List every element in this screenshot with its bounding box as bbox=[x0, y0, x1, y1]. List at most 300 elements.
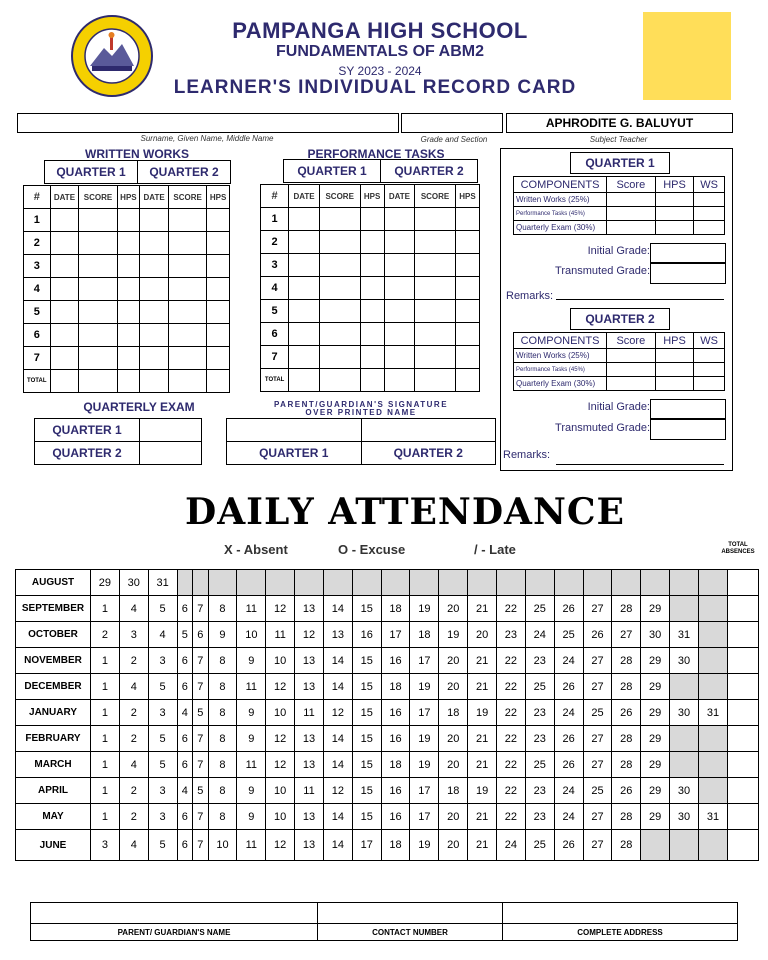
ww-cell[interactable] bbox=[50, 232, 79, 255]
attendance-day[interactable]: 4 bbox=[119, 752, 148, 778]
ww-cell[interactable] bbox=[50, 347, 79, 370]
attendance-day[interactable]: 29 bbox=[641, 596, 670, 622]
attendance-day[interactable]: 20 bbox=[468, 622, 497, 648]
pt-cell[interactable] bbox=[360, 346, 384, 369]
ww-cell[interactable] bbox=[79, 209, 117, 232]
attendance-day[interactable]: 16 bbox=[381, 804, 410, 830]
pt-cell[interactable] bbox=[384, 300, 415, 323]
pt-cell[interactable] bbox=[455, 323, 479, 346]
total-absences-cell[interactable] bbox=[728, 648, 759, 674]
attendance-day[interactable]: 20 bbox=[439, 648, 468, 674]
g2-remarks-line[interactable] bbox=[556, 464, 724, 465]
total-absences-cell[interactable] bbox=[728, 830, 759, 861]
ww-cell[interactable] bbox=[207, 301, 230, 324]
attendance-day[interactable]: 12 bbox=[266, 596, 295, 622]
attendance-day[interactable]: 31 bbox=[698, 804, 727, 830]
attendance-day[interactable]: 22 bbox=[497, 674, 526, 700]
pt-cell[interactable] bbox=[455, 369, 479, 392]
attendance-day[interactable]: 27 bbox=[612, 622, 641, 648]
address-field[interactable] bbox=[503, 903, 738, 924]
attendance-day[interactable]: 17 bbox=[410, 778, 439, 804]
attendance-day[interactable]: 8 bbox=[208, 778, 237, 804]
attendance-day[interactable]: 13 bbox=[295, 830, 324, 861]
attendance-day[interactable]: 6 bbox=[193, 622, 209, 648]
pt-cell[interactable] bbox=[384, 231, 415, 254]
attendance-day[interactable]: 5 bbox=[148, 596, 177, 622]
attendance-day[interactable]: 13 bbox=[295, 804, 324, 830]
attendance-day[interactable]: 30 bbox=[670, 804, 699, 830]
attendance-day[interactable]: 28 bbox=[612, 830, 641, 861]
attendance-day[interactable]: 18 bbox=[381, 752, 410, 778]
pt-cell[interactable] bbox=[289, 277, 320, 300]
pt-cell[interactable] bbox=[319, 346, 360, 369]
pt-cell[interactable] bbox=[455, 300, 479, 323]
pt-cell[interactable] bbox=[415, 346, 456, 369]
ww-cell[interactable] bbox=[117, 232, 140, 255]
attendance-day[interactable]: 27 bbox=[583, 674, 612, 700]
pt-cell[interactable] bbox=[384, 254, 415, 277]
pt-cell[interactable] bbox=[360, 254, 384, 277]
attendance-day[interactable]: 22 bbox=[497, 804, 526, 830]
attendance-day[interactable]: 8 bbox=[208, 752, 237, 778]
attendance-day[interactable]: 2 bbox=[119, 726, 148, 752]
g2-qe-score[interactable] bbox=[607, 377, 656, 391]
attendance-day[interactable]: 9 bbox=[237, 700, 266, 726]
attendance-day[interactable]: 28 bbox=[612, 674, 641, 700]
attendance-day[interactable]: 1 bbox=[91, 804, 120, 830]
attendance-day[interactable]: 13 bbox=[295, 596, 324, 622]
attendance-day[interactable]: 15 bbox=[352, 596, 381, 622]
attendance-day[interactable]: 18 bbox=[439, 700, 468, 726]
pt-cell[interactable] bbox=[319, 369, 360, 392]
attendance-day[interactable]: 26 bbox=[612, 778, 641, 804]
attendance-day[interactable]: 12 bbox=[266, 726, 295, 752]
attendance-day[interactable]: 14 bbox=[323, 726, 352, 752]
attendance-day[interactable]: 25 bbox=[525, 674, 554, 700]
attendance-day[interactable]: 10 bbox=[266, 700, 295, 726]
ww-cell[interactable] bbox=[207, 255, 230, 278]
attendance-day[interactable]: 19 bbox=[410, 752, 439, 778]
guardian-name-field[interactable] bbox=[31, 903, 318, 924]
attendance-day[interactable]: 20 bbox=[439, 752, 468, 778]
attendance-day[interactable]: 26 bbox=[554, 752, 583, 778]
attendance-day[interactable]: 19 bbox=[410, 596, 439, 622]
pt-cell[interactable] bbox=[289, 323, 320, 346]
attendance-day[interactable]: 7 bbox=[193, 674, 209, 700]
attendance-day[interactable]: 23 bbox=[525, 804, 554, 830]
sig-q2-field[interactable] bbox=[361, 419, 496, 442]
attendance-day[interactable]: 11 bbox=[295, 700, 324, 726]
g2-pt-score[interactable] bbox=[607, 363, 656, 377]
total-absences-cell[interactable] bbox=[728, 596, 759, 622]
attendance-day[interactable]: 7 bbox=[193, 648, 209, 674]
attendance-day[interactable]: 21 bbox=[468, 648, 497, 674]
pt-cell[interactable] bbox=[360, 231, 384, 254]
pt-cell[interactable] bbox=[455, 254, 479, 277]
attendance-day[interactable]: 8 bbox=[208, 804, 237, 830]
attendance-day[interactable]: 2 bbox=[119, 700, 148, 726]
attendance-day[interactable]: 27 bbox=[583, 726, 612, 752]
total-absences-cell[interactable] bbox=[728, 570, 759, 596]
attendance-day[interactable]: 2 bbox=[91, 622, 120, 648]
attendance-day[interactable]: 23 bbox=[525, 648, 554, 674]
ww-cell[interactable] bbox=[79, 347, 117, 370]
ww-cell[interactable] bbox=[79, 278, 117, 301]
attendance-day[interactable]: 2 bbox=[119, 804, 148, 830]
attendance-day[interactable]: 23 bbox=[525, 778, 554, 804]
attendance-day[interactable]: 14 bbox=[323, 648, 352, 674]
attendance-day[interactable]: 30 bbox=[641, 622, 670, 648]
attendance-day[interactable]: 29 bbox=[641, 804, 670, 830]
total-absences-cell[interactable] bbox=[728, 622, 759, 648]
attendance-day[interactable]: 25 bbox=[554, 622, 583, 648]
attendance-day[interactable]: 14 bbox=[323, 674, 352, 700]
attendance-day[interactable]: 25 bbox=[525, 830, 554, 861]
attendance-day[interactable]: 11 bbox=[295, 778, 324, 804]
attendance-day[interactable]: 16 bbox=[381, 778, 410, 804]
attendance-day[interactable]: 6 bbox=[177, 726, 193, 752]
attendance-day[interactable]: 19 bbox=[410, 726, 439, 752]
ww-cell[interactable] bbox=[207, 347, 230, 370]
qe-q1-score[interactable] bbox=[140, 419, 202, 442]
attendance-day[interactable]: 9 bbox=[237, 648, 266, 674]
attendance-day[interactable]: 3 bbox=[119, 622, 148, 648]
g1-ww-ws[interactable] bbox=[694, 193, 725, 207]
attendance-day[interactable]: 4 bbox=[177, 700, 193, 726]
attendance-day[interactable]: 22 bbox=[497, 752, 526, 778]
ww-cell[interactable] bbox=[79, 301, 117, 324]
attendance-day[interactable]: 22 bbox=[497, 726, 526, 752]
attendance-day[interactable]: 5 bbox=[148, 674, 177, 700]
attendance-day[interactable]: 23 bbox=[497, 622, 526, 648]
attendance-day[interactable]: 6 bbox=[177, 804, 193, 830]
ww-cell[interactable] bbox=[169, 232, 207, 255]
attendance-day[interactable]: 9 bbox=[208, 622, 237, 648]
pt-cell[interactable] bbox=[319, 231, 360, 254]
pt-cell[interactable] bbox=[415, 277, 456, 300]
attendance-day[interactable]: 27 bbox=[583, 830, 612, 861]
pt-cell[interactable] bbox=[289, 231, 320, 254]
pt-cell[interactable] bbox=[384, 208, 415, 231]
attendance-day[interactable]: 5 bbox=[193, 700, 209, 726]
attendance-day[interactable]: 10 bbox=[266, 778, 295, 804]
ww-cell[interactable] bbox=[117, 324, 140, 347]
attendance-day[interactable]: 1 bbox=[91, 752, 120, 778]
ww-cell[interactable] bbox=[169, 301, 207, 324]
attendance-day[interactable]: 24 bbox=[554, 700, 583, 726]
pt-cell[interactable] bbox=[289, 300, 320, 323]
pt-cell[interactable] bbox=[384, 323, 415, 346]
attendance-day[interactable]: 15 bbox=[352, 726, 381, 752]
sig-q1-field[interactable] bbox=[227, 419, 362, 442]
attendance-day[interactable]: 27 bbox=[583, 596, 612, 622]
g2-ww-hps[interactable] bbox=[655, 349, 694, 363]
attendance-day[interactable]: 25 bbox=[583, 700, 612, 726]
pt-cell[interactable] bbox=[384, 369, 415, 392]
attendance-day[interactable]: 27 bbox=[583, 752, 612, 778]
total-absences-cell[interactable] bbox=[728, 674, 759, 700]
pt-cell[interactable] bbox=[415, 369, 456, 392]
attendance-day[interactable]: 3 bbox=[91, 830, 120, 861]
g1-initial-field[interactable] bbox=[650, 243, 726, 263]
ww-cell[interactable] bbox=[50, 301, 79, 324]
attendance-day[interactable]: 29 bbox=[641, 648, 670, 674]
attendance-day[interactable]: 15 bbox=[352, 752, 381, 778]
ww-cell[interactable] bbox=[207, 370, 230, 393]
total-absences-cell[interactable] bbox=[728, 804, 759, 830]
pt-cell[interactable] bbox=[319, 254, 360, 277]
g2-initial-field[interactable] bbox=[650, 399, 726, 419]
attendance-day[interactable]: 22 bbox=[497, 700, 526, 726]
pt-cell[interactable] bbox=[415, 323, 456, 346]
total-absences-cell[interactable] bbox=[728, 778, 759, 804]
attendance-day[interactable]: 25 bbox=[525, 752, 554, 778]
ww-cell[interactable] bbox=[140, 370, 169, 393]
attendance-day[interactable]: 8 bbox=[208, 700, 237, 726]
ww-cell[interactable] bbox=[117, 278, 140, 301]
pt-cell[interactable] bbox=[384, 346, 415, 369]
total-absences-cell[interactable] bbox=[728, 700, 759, 726]
name-field[interactable] bbox=[17, 113, 399, 133]
attendance-day[interactable]: 11 bbox=[237, 674, 266, 700]
pt-cell[interactable] bbox=[360, 300, 384, 323]
ww-cell[interactable] bbox=[140, 347, 169, 370]
attendance-day[interactable]: 15 bbox=[352, 648, 381, 674]
attendance-day[interactable]: 27 bbox=[583, 648, 612, 674]
attendance-day[interactable]: 5 bbox=[148, 726, 177, 752]
attendance-day[interactable]: 4 bbox=[119, 674, 148, 700]
attendance-day[interactable]: 28 bbox=[612, 596, 641, 622]
g1-qe-ws[interactable] bbox=[694, 221, 725, 235]
g2-ww-score[interactable] bbox=[607, 349, 656, 363]
ww-cell[interactable] bbox=[50, 324, 79, 347]
attendance-day[interactable]: 25 bbox=[583, 778, 612, 804]
attendance-day[interactable]: 10 bbox=[237, 622, 266, 648]
ww-cell[interactable] bbox=[79, 232, 117, 255]
attendance-day[interactable]: 31 bbox=[698, 700, 727, 726]
attendance-day[interactable]: 13 bbox=[323, 622, 352, 648]
ww-cell[interactable] bbox=[50, 255, 79, 278]
attendance-day[interactable]: 21 bbox=[468, 674, 497, 700]
attendance-day[interactable]: 5 bbox=[193, 778, 209, 804]
pt-cell[interactable] bbox=[360, 277, 384, 300]
g2-qe-ws[interactable] bbox=[694, 377, 725, 391]
ww-cell[interactable] bbox=[140, 324, 169, 347]
pt-cell[interactable] bbox=[455, 208, 479, 231]
attendance-day[interactable]: 3 bbox=[148, 700, 177, 726]
ww-cell[interactable] bbox=[140, 278, 169, 301]
attendance-day[interactable]: 22 bbox=[497, 596, 526, 622]
attendance-day[interactable]: 23 bbox=[525, 726, 554, 752]
pt-cell[interactable] bbox=[455, 231, 479, 254]
attendance-day[interactable]: 26 bbox=[612, 700, 641, 726]
attendance-day[interactable]: 14 bbox=[323, 596, 352, 622]
attendance-day[interactable]: 23 bbox=[525, 700, 554, 726]
attendance-day[interactable]: 1 bbox=[91, 778, 120, 804]
attendance-day[interactable]: 1 bbox=[91, 648, 120, 674]
ww-cell[interactable] bbox=[79, 370, 117, 393]
pt-cell[interactable] bbox=[455, 277, 479, 300]
g2-transmuted-field[interactable] bbox=[650, 419, 726, 440]
ww-cell[interactable] bbox=[140, 301, 169, 324]
attendance-day[interactable]: 10 bbox=[266, 648, 295, 674]
ww-cell[interactable] bbox=[169, 370, 207, 393]
attendance-day[interactable]: 10 bbox=[208, 830, 237, 861]
attendance-day[interactable]: 13 bbox=[295, 674, 324, 700]
pt-cell[interactable] bbox=[415, 231, 456, 254]
attendance-day[interactable]: 17 bbox=[410, 648, 439, 674]
attendance-day[interactable]: 17 bbox=[410, 804, 439, 830]
attendance-day[interactable]: 26 bbox=[554, 596, 583, 622]
attendance-day[interactable]: 29 bbox=[641, 726, 670, 752]
g1-pt-score[interactable] bbox=[607, 207, 656, 221]
attendance-day[interactable]: 12 bbox=[323, 700, 352, 726]
attendance-day[interactable]: 1 bbox=[91, 596, 120, 622]
attendance-day[interactable]: 6 bbox=[177, 674, 193, 700]
attendance-day[interactable]: 18 bbox=[381, 674, 410, 700]
attendance-day[interactable]: 18 bbox=[439, 778, 468, 804]
attendance-day[interactable]: 15 bbox=[352, 674, 381, 700]
attendance-day[interactable]: 11 bbox=[237, 830, 266, 861]
ww-cell[interactable] bbox=[117, 255, 140, 278]
ww-cell[interactable] bbox=[207, 324, 230, 347]
attendance-day[interactable]: 27 bbox=[583, 804, 612, 830]
attendance-day[interactable]: 13 bbox=[295, 752, 324, 778]
attendance-day[interactable]: 16 bbox=[381, 648, 410, 674]
attendance-day[interactable]: 1 bbox=[91, 726, 120, 752]
attendance-day[interactable]: 5 bbox=[148, 752, 177, 778]
attendance-day[interactable]: 30 bbox=[670, 700, 699, 726]
ww-cell[interactable] bbox=[207, 278, 230, 301]
attendance-day[interactable]: 8 bbox=[208, 726, 237, 752]
pt-cell[interactable] bbox=[319, 277, 360, 300]
ww-cell[interactable] bbox=[50, 278, 79, 301]
attendance-day[interactable]: 26 bbox=[554, 830, 583, 861]
ww-cell[interactable] bbox=[140, 232, 169, 255]
pt-cell[interactable] bbox=[455, 346, 479, 369]
pt-cell[interactable] bbox=[319, 323, 360, 346]
ww-cell[interactable] bbox=[140, 255, 169, 278]
attendance-day[interactable]: 24 bbox=[525, 622, 554, 648]
ww-cell[interactable] bbox=[117, 301, 140, 324]
qe-q2-score[interactable] bbox=[140, 442, 202, 465]
attendance-day[interactable]: 2 bbox=[119, 648, 148, 674]
attendance-day[interactable]: 20 bbox=[439, 596, 468, 622]
attendance-day[interactable]: 4 bbox=[177, 778, 193, 804]
attendance-day[interactable]: 16 bbox=[381, 700, 410, 726]
g1-transmuted-field[interactable] bbox=[650, 263, 726, 284]
attendance-day[interactable]: 2 bbox=[119, 778, 148, 804]
attendance-day[interactable]: 12 bbox=[266, 830, 295, 861]
attendance-day[interactable]: 1 bbox=[91, 700, 120, 726]
ww-cell[interactable] bbox=[207, 232, 230, 255]
attendance-day[interactable]: 16 bbox=[381, 726, 410, 752]
ww-cell[interactable] bbox=[169, 324, 207, 347]
attendance-day[interactable]: 12 bbox=[266, 752, 295, 778]
attendance-day[interactable]: 9 bbox=[237, 804, 266, 830]
attendance-day[interactable]: 13 bbox=[295, 648, 324, 674]
attendance-day[interactable]: 26 bbox=[554, 674, 583, 700]
attendance-day[interactable]: 24 bbox=[554, 804, 583, 830]
attendance-day[interactable]: 8 bbox=[208, 674, 237, 700]
attendance-day[interactable]: 21 bbox=[468, 804, 497, 830]
attendance-day[interactable]: 30 bbox=[119, 570, 148, 596]
pt-cell[interactable] bbox=[319, 208, 360, 231]
attendance-day[interactable]: 7 bbox=[193, 726, 209, 752]
ww-cell[interactable] bbox=[169, 347, 207, 370]
ww-cell[interactable] bbox=[207, 209, 230, 232]
attendance-day[interactable]: 28 bbox=[612, 804, 641, 830]
ww-cell[interactable] bbox=[79, 324, 117, 347]
attendance-day[interactable]: 8 bbox=[208, 596, 237, 622]
attendance-day[interactable]: 9 bbox=[237, 778, 266, 804]
attendance-day[interactable]: 31 bbox=[148, 570, 177, 596]
attendance-day[interactable]: 14 bbox=[323, 830, 352, 861]
ww-cell[interactable] bbox=[140, 209, 169, 232]
attendance-day[interactable]: 4 bbox=[119, 596, 148, 622]
attendance-day[interactable]: 3 bbox=[148, 804, 177, 830]
attendance-day[interactable]: 19 bbox=[439, 622, 468, 648]
attendance-day[interactable]: 12 bbox=[295, 622, 324, 648]
g1-ww-score[interactable] bbox=[607, 193, 656, 207]
attendance-day[interactable]: 20 bbox=[439, 674, 468, 700]
attendance-day[interactable]: 20 bbox=[439, 804, 468, 830]
attendance-day[interactable]: 24 bbox=[554, 648, 583, 674]
g1-remarks-line[interactable] bbox=[556, 299, 724, 300]
attendance-day[interactable]: 21 bbox=[468, 752, 497, 778]
pt-cell[interactable] bbox=[289, 346, 320, 369]
attendance-day[interactable]: 4 bbox=[148, 622, 177, 648]
pt-cell[interactable] bbox=[415, 300, 456, 323]
ww-cell[interactable] bbox=[79, 255, 117, 278]
attendance-day[interactable]: 17 bbox=[352, 830, 381, 861]
attendance-day[interactable]: 5 bbox=[177, 622, 193, 648]
attendance-day[interactable]: 7 bbox=[193, 804, 209, 830]
ww-cell[interactable] bbox=[169, 255, 207, 278]
pt-cell[interactable] bbox=[360, 323, 384, 346]
attendance-day[interactable]: 21 bbox=[468, 830, 497, 861]
attendance-day[interactable]: 3 bbox=[148, 778, 177, 804]
attendance-day[interactable]: 29 bbox=[641, 778, 670, 804]
attendance-day[interactable]: 30 bbox=[670, 778, 699, 804]
g2-pt-hps[interactable] bbox=[655, 363, 694, 377]
pt-cell[interactable] bbox=[319, 300, 360, 323]
grade-field[interactable] bbox=[401, 113, 503, 133]
attendance-day[interactable]: 26 bbox=[554, 726, 583, 752]
attendance-day[interactable]: 19 bbox=[468, 778, 497, 804]
attendance-day[interactable]: 18 bbox=[410, 622, 439, 648]
attendance-day[interactable]: 21 bbox=[468, 726, 497, 752]
ww-cell[interactable] bbox=[117, 209, 140, 232]
attendance-day[interactable]: 24 bbox=[554, 778, 583, 804]
attendance-day[interactable]: 19 bbox=[410, 830, 439, 861]
pt-cell[interactable] bbox=[384, 277, 415, 300]
g1-qe-score[interactable] bbox=[607, 221, 656, 235]
attendance-day[interactable]: 15 bbox=[352, 778, 381, 804]
ww-cell[interactable] bbox=[50, 370, 79, 393]
attendance-day[interactable]: 12 bbox=[266, 674, 295, 700]
attendance-day[interactable]: 28 bbox=[612, 752, 641, 778]
attendance-day[interactable]: 28 bbox=[612, 726, 641, 752]
ww-cell[interactable] bbox=[117, 370, 140, 393]
pt-cell[interactable] bbox=[289, 208, 320, 231]
pt-cell[interactable] bbox=[289, 369, 320, 392]
g1-pt-ws[interactable] bbox=[694, 207, 725, 221]
attendance-day[interactable]: 21 bbox=[468, 596, 497, 622]
attendance-day[interactable]: 25 bbox=[525, 596, 554, 622]
attendance-day[interactable]: 13 bbox=[295, 726, 324, 752]
attendance-day[interactable]: 9 bbox=[237, 726, 266, 752]
